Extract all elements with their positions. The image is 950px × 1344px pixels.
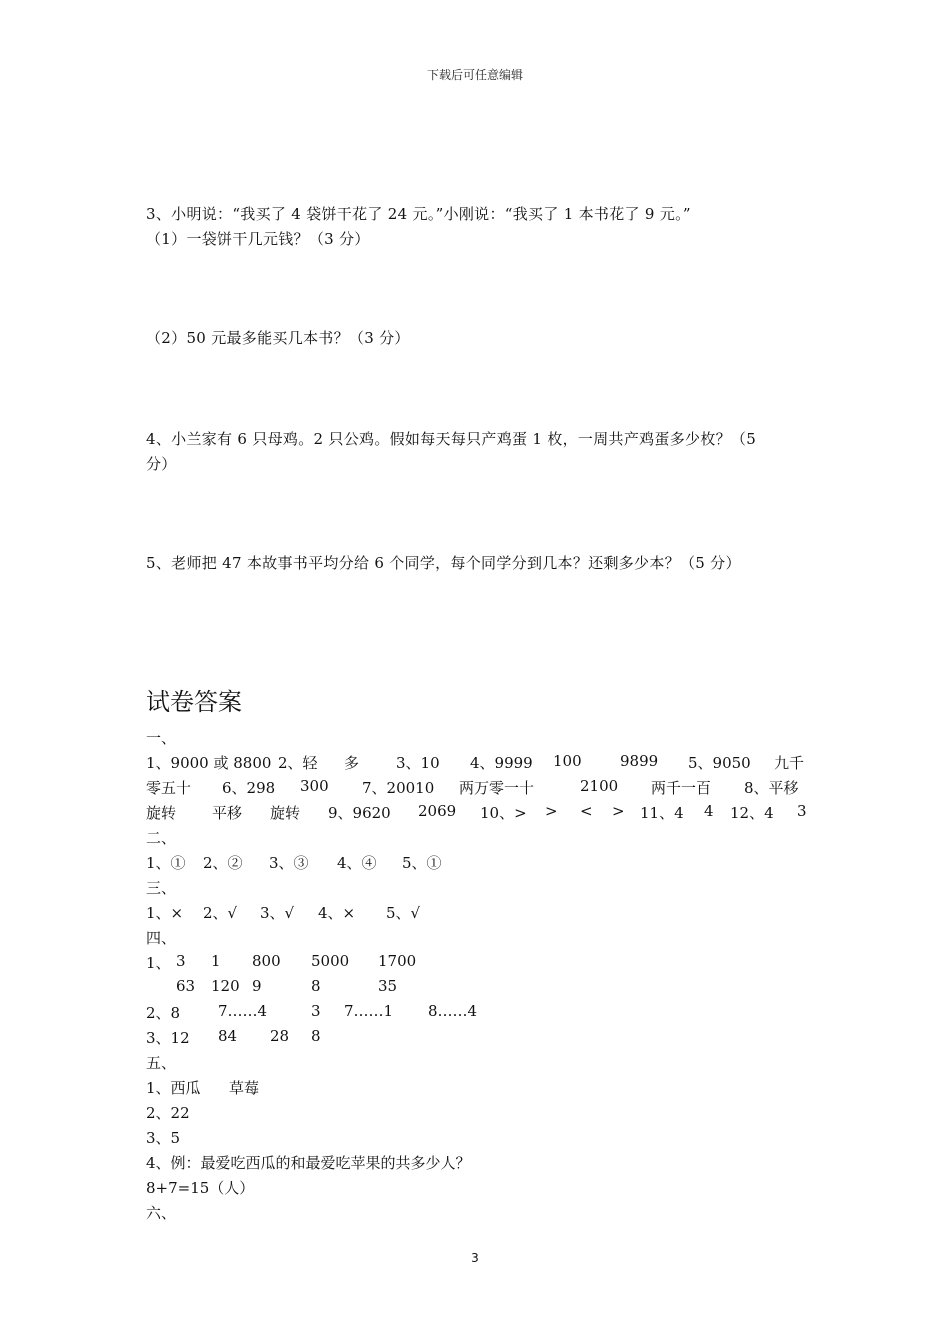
answer-token: 120: [211, 977, 240, 995]
answer-token: 1、: [146, 954, 171, 972]
answer-token: 4: [704, 802, 714, 820]
answer-token: 零五十: [146, 779, 192, 797]
answer-token: 两千一百: [651, 779, 712, 797]
answer-token: 多: [344, 754, 360, 772]
answer-token: 4、④: [337, 854, 377, 872]
answer-token: 1、西瓜: [146, 1079, 201, 1097]
answer-token: 九千: [774, 754, 805, 772]
question-4-line-2: 分）: [146, 455, 177, 473]
answer-token: 800: [252, 952, 281, 970]
answer-token: 10、>: [480, 804, 527, 822]
answer-token: 100: [553, 752, 582, 770]
answer-token: >: [612, 802, 625, 820]
answer-token: 2、轻: [278, 754, 318, 772]
answer-token: 3: [797, 802, 807, 820]
answer-token: 旋转: [270, 804, 301, 822]
answer-token: 7……1: [344, 1002, 394, 1020]
answer-token: 300: [300, 777, 329, 795]
answer-token: 1: [211, 952, 221, 970]
section-5-heading: 五、: [146, 1054, 177, 1072]
question-4-line-1: 4、小兰家有 6 只母鸡。2 只公鸡。假如每天每只产鸡蛋 1 枚，一周共产鸡蛋多少枚？（5: [146, 430, 757, 448]
answer-token: 3、③: [269, 854, 309, 872]
answer-token: 3、√: [260, 904, 295, 922]
answer-token: 3、10: [396, 754, 440, 772]
section-2-heading: 二、: [146, 829, 177, 847]
answer-token: 1、①: [146, 854, 186, 872]
answer-token: 2、②: [203, 854, 243, 872]
answer-token: 4、×: [318, 904, 356, 922]
section-4-heading: 四、: [146, 929, 177, 947]
section-5-line-3: 3、5: [146, 1129, 181, 1147]
answer-token: 平移: [212, 804, 243, 822]
answer-token: 84: [218, 1027, 238, 1045]
answer-token: 5、√: [386, 904, 421, 922]
answer-token: 4、9999: [470, 754, 533, 772]
answer-token: 9899: [620, 752, 659, 770]
question-3-part-2: （2）50 元最多能买几本书？（3 分）: [146, 329, 410, 347]
answer-token: 28: [270, 1027, 290, 1045]
answer-token: 12、4: [730, 804, 774, 822]
answer-token: 2、8: [146, 1004, 181, 1022]
question-3-part-1: （1）一袋饼干几元钱？（3 分）: [146, 230, 370, 248]
section-5-line-5: 8+7=15（人）: [146, 1179, 255, 1197]
page-header: 下载后可任意编辑: [426, 68, 523, 82]
answer-token: 8: [311, 977, 321, 995]
answer-token: 3、12: [146, 1029, 190, 1047]
section-5-line-4: 4、例：最爱吃西瓜的和最爱吃苹果的共多少人？: [146, 1154, 471, 1172]
answer-token: 5000: [311, 952, 350, 970]
answer-token: 两万零一十: [459, 779, 535, 797]
answer-token: 5、①: [402, 854, 442, 872]
answer-token: 35: [378, 977, 398, 995]
answer-token: 8……4: [428, 1002, 478, 1020]
section-5-line-2: 2、22: [146, 1104, 190, 1122]
answer-token: 9: [252, 977, 262, 995]
answer-token: 2、√: [203, 904, 238, 922]
answer-token: >: [545, 802, 558, 820]
answer-token: 旋转: [146, 804, 177, 822]
question-3: 3、小明说：“我买了 4 袋饼干花了 24 元。”小刚说：“我买了 1 本书花了 9 元。”: [146, 205, 691, 223]
answer-token: 8、平移: [744, 779, 799, 797]
section-1-heading: 一、: [146, 729, 177, 747]
answer-token: 3: [176, 952, 186, 970]
answer-token: 1700: [378, 952, 417, 970]
answer-token: 11、4: [640, 804, 684, 822]
answer-token: <: [580, 802, 593, 820]
section-6-heading: 六、: [146, 1204, 177, 1222]
question-5: 5、老师把 47 本故事书平均分给 6 个同学，每个同学分到几本？还剩多少本？（5 分）: [146, 554, 741, 572]
answer-token: 5、9050: [688, 754, 751, 772]
answer-token: 63: [176, 977, 196, 995]
answer-token: 7、20010: [362, 779, 435, 797]
page-number: 3: [471, 1251, 479, 1265]
answer-token: 2100: [580, 777, 619, 795]
answer-token: 草莓: [229, 1079, 260, 1097]
answer-token: 8: [311, 1027, 321, 1045]
answer-token: 9、9620: [328, 804, 391, 822]
answer-token: 3: [311, 1002, 321, 1020]
answers-title: 试卷答案: [146, 688, 242, 716]
section-3-heading: 三、: [146, 879, 177, 897]
answer-token: 1、×: [146, 904, 184, 922]
answer-token: 1、9000 或 8800: [146, 754, 272, 772]
answer-token: 7……4: [218, 1002, 268, 1020]
answer-token: 2069: [418, 802, 457, 820]
answer-token: 6、298: [222, 779, 276, 797]
